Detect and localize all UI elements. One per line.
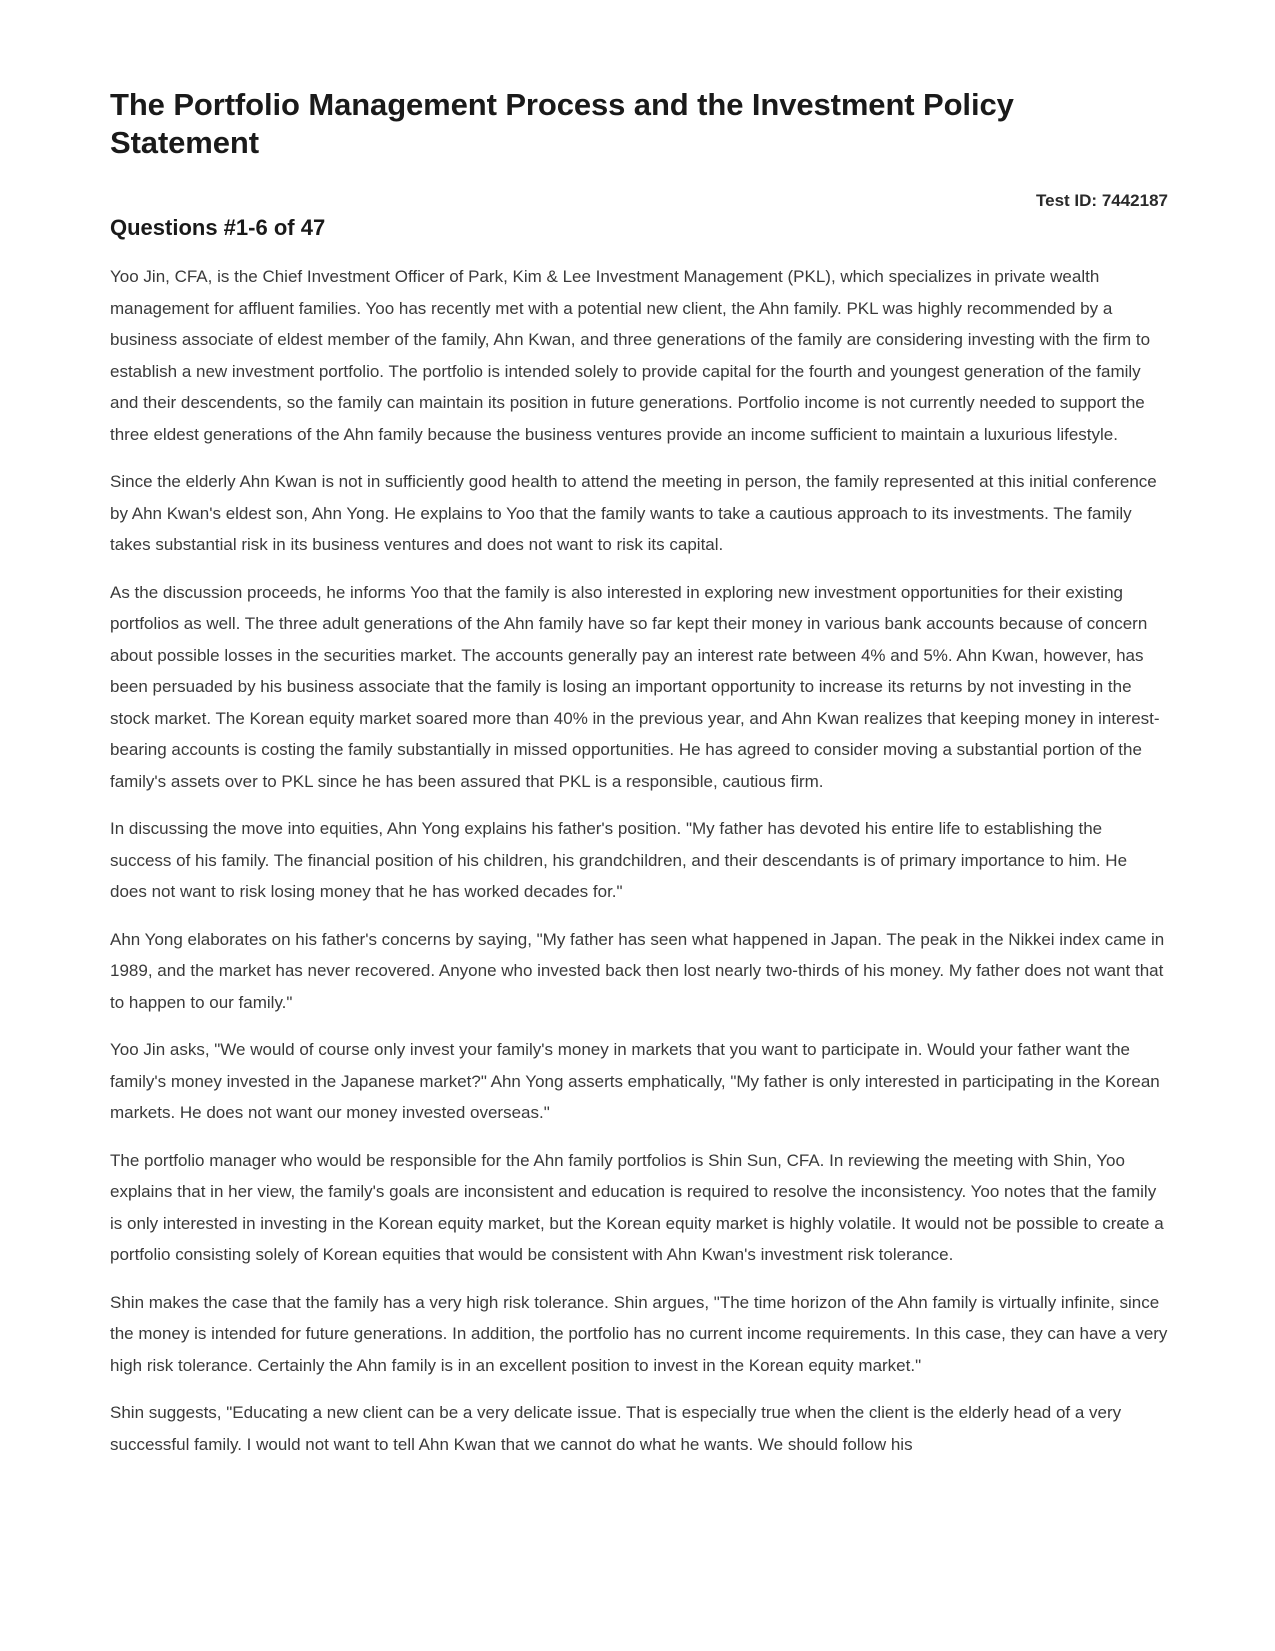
paragraph-3: As the discussion proceeds, he informs Yoo that the family is also interested in exploring new investment opportunities for their existing portfolios as well. The three adult generations of the Ahn family have so far kept their money in various bank accounts because of concern about possible losses in the securities market. The accounts generally pay an interest rate between 4% and 5%. Ahn Kwan, however, has been persuaded by his business associate that the family is losing an important opportunity to increase its returns by not investing in the stock market. The Korean equity market soared more than 40% in the previous year, and Ahn Kwan realizes that keeping money in interest-bearing accounts is costing the family substantially in missed opportunities. He has agreed to consider moving a substantial portion of the family's assets over to PKL since he has been assured that PKL is a responsible, cautious firm. — [110, 582, 1160, 791]
paragraph-8: Shin makes the case that the family has a very high risk tolerance. Shin argues, "The time horizon of the Ahn family is virtually infinite, since the money is intended for future generations. In addition, the portfolio has no current income requirements. In this case, they can have a very high risk tolerance. Certainly the Ahn family is in an excellent position to invest in the Korean equity market." — [110, 1292, 1168, 1375]
paragraph-1: Yoo Jin, CFA, is the Chief Investment Officer of Park, Kim & Lee Investment Management (PKL), which specializes in private wealth management for affluent families. Yoo has recently met with a potential new client, the Ahn family. PKL was highly recommended by a business associate of eldest member of the family, Ahn Kwan, and three generations of the family are considering investing with the firm to establish a new investment portfolio. The portfolio is intended solely to provide capital for the fourth and youngest generation of the family and their descendents, so the family can maintain its position in future generations. Portfolio income is not currently needed to support the three eldest generations of the Ahn family because the business ventures provide an income sufficient to maintain a luxurious lifestyle. — [110, 267, 1151, 444]
paragraph-4: In discussing the move into equities, Ahn Yong explains his father's position. "My father has devoted his entire life to establishing the success of his family. The financial position of his children, his grandchildren, and their descendants is of primary importance to him. He does not want to risk losing money that he has worked decades for." — [110, 819, 1128, 901]
test-id: Test ID: 7442187 — [1036, 191, 1168, 210]
document-title: The Portfolio Management Process and the Investment Policy Statement — [110, 87, 1014, 160]
passage-text — [110, 261, 1168, 1460]
paragraph-9: Shin suggests, "Educating a new client can be a very delicate issue. That is especially true when the client is the elderly head of a very successful family. I would not want to tell Ahn Kwan that we cannot do what he wants. We should follow his — [110, 1403, 1122, 1454]
questions-heading: Questions #1-6 of 47 — [110, 215, 326, 240]
document-page — [110, 86, 1168, 1476]
paragraph-5: Ahn Yong elaborates on his father's concerns by saying, "My father has seen what happened in Japan. The peak in the Nikkei index came in 1989, and the market has never recovered. Anyone who invested back then lost nearly two-thirds of his money. My father does not want that to happen to our family." — [110, 929, 1165, 1012]
paragraph-7: The portfolio manager who would be responsible for the Ahn family portfolios is Shin Sun, CFA. In reviewing the meeting with Shin, Yoo explains that in her view, the family's goals are inconsistent and education is required to resolve the inconsistency. Yoo notes that the family is only interested in investing in the Korean equity market, but the Korean equity market is highly volatile. It would not be possible to create a portfolio consisting solely of Korean equities that would be consistent with Ahn Kwan's investment risk tolerance. — [110, 1150, 1164, 1264]
paragraph-2: Since the elderly Ahn Kwan is not in sufficiently good health to attend the meeting in person, the family represented at this initial conference by Ahn Kwan's eldest son, Ahn Yong. He explains to Yoo that the family wants to take a cautious approach to its investments. The family takes substantial risk in its business ventures and does not want to risk its capital. — [110, 472, 1157, 554]
paragraph-6: Yoo Jin asks, "We would of course only invest your family's money in markets that you want to participate in. Would your father want the family's money invested in the Japanese market?" Ahn Yong asserts emphatically, "My father is only interested in participating in the Korean markets. He does not want our money invested overseas." — [110, 1040, 1160, 1122]
